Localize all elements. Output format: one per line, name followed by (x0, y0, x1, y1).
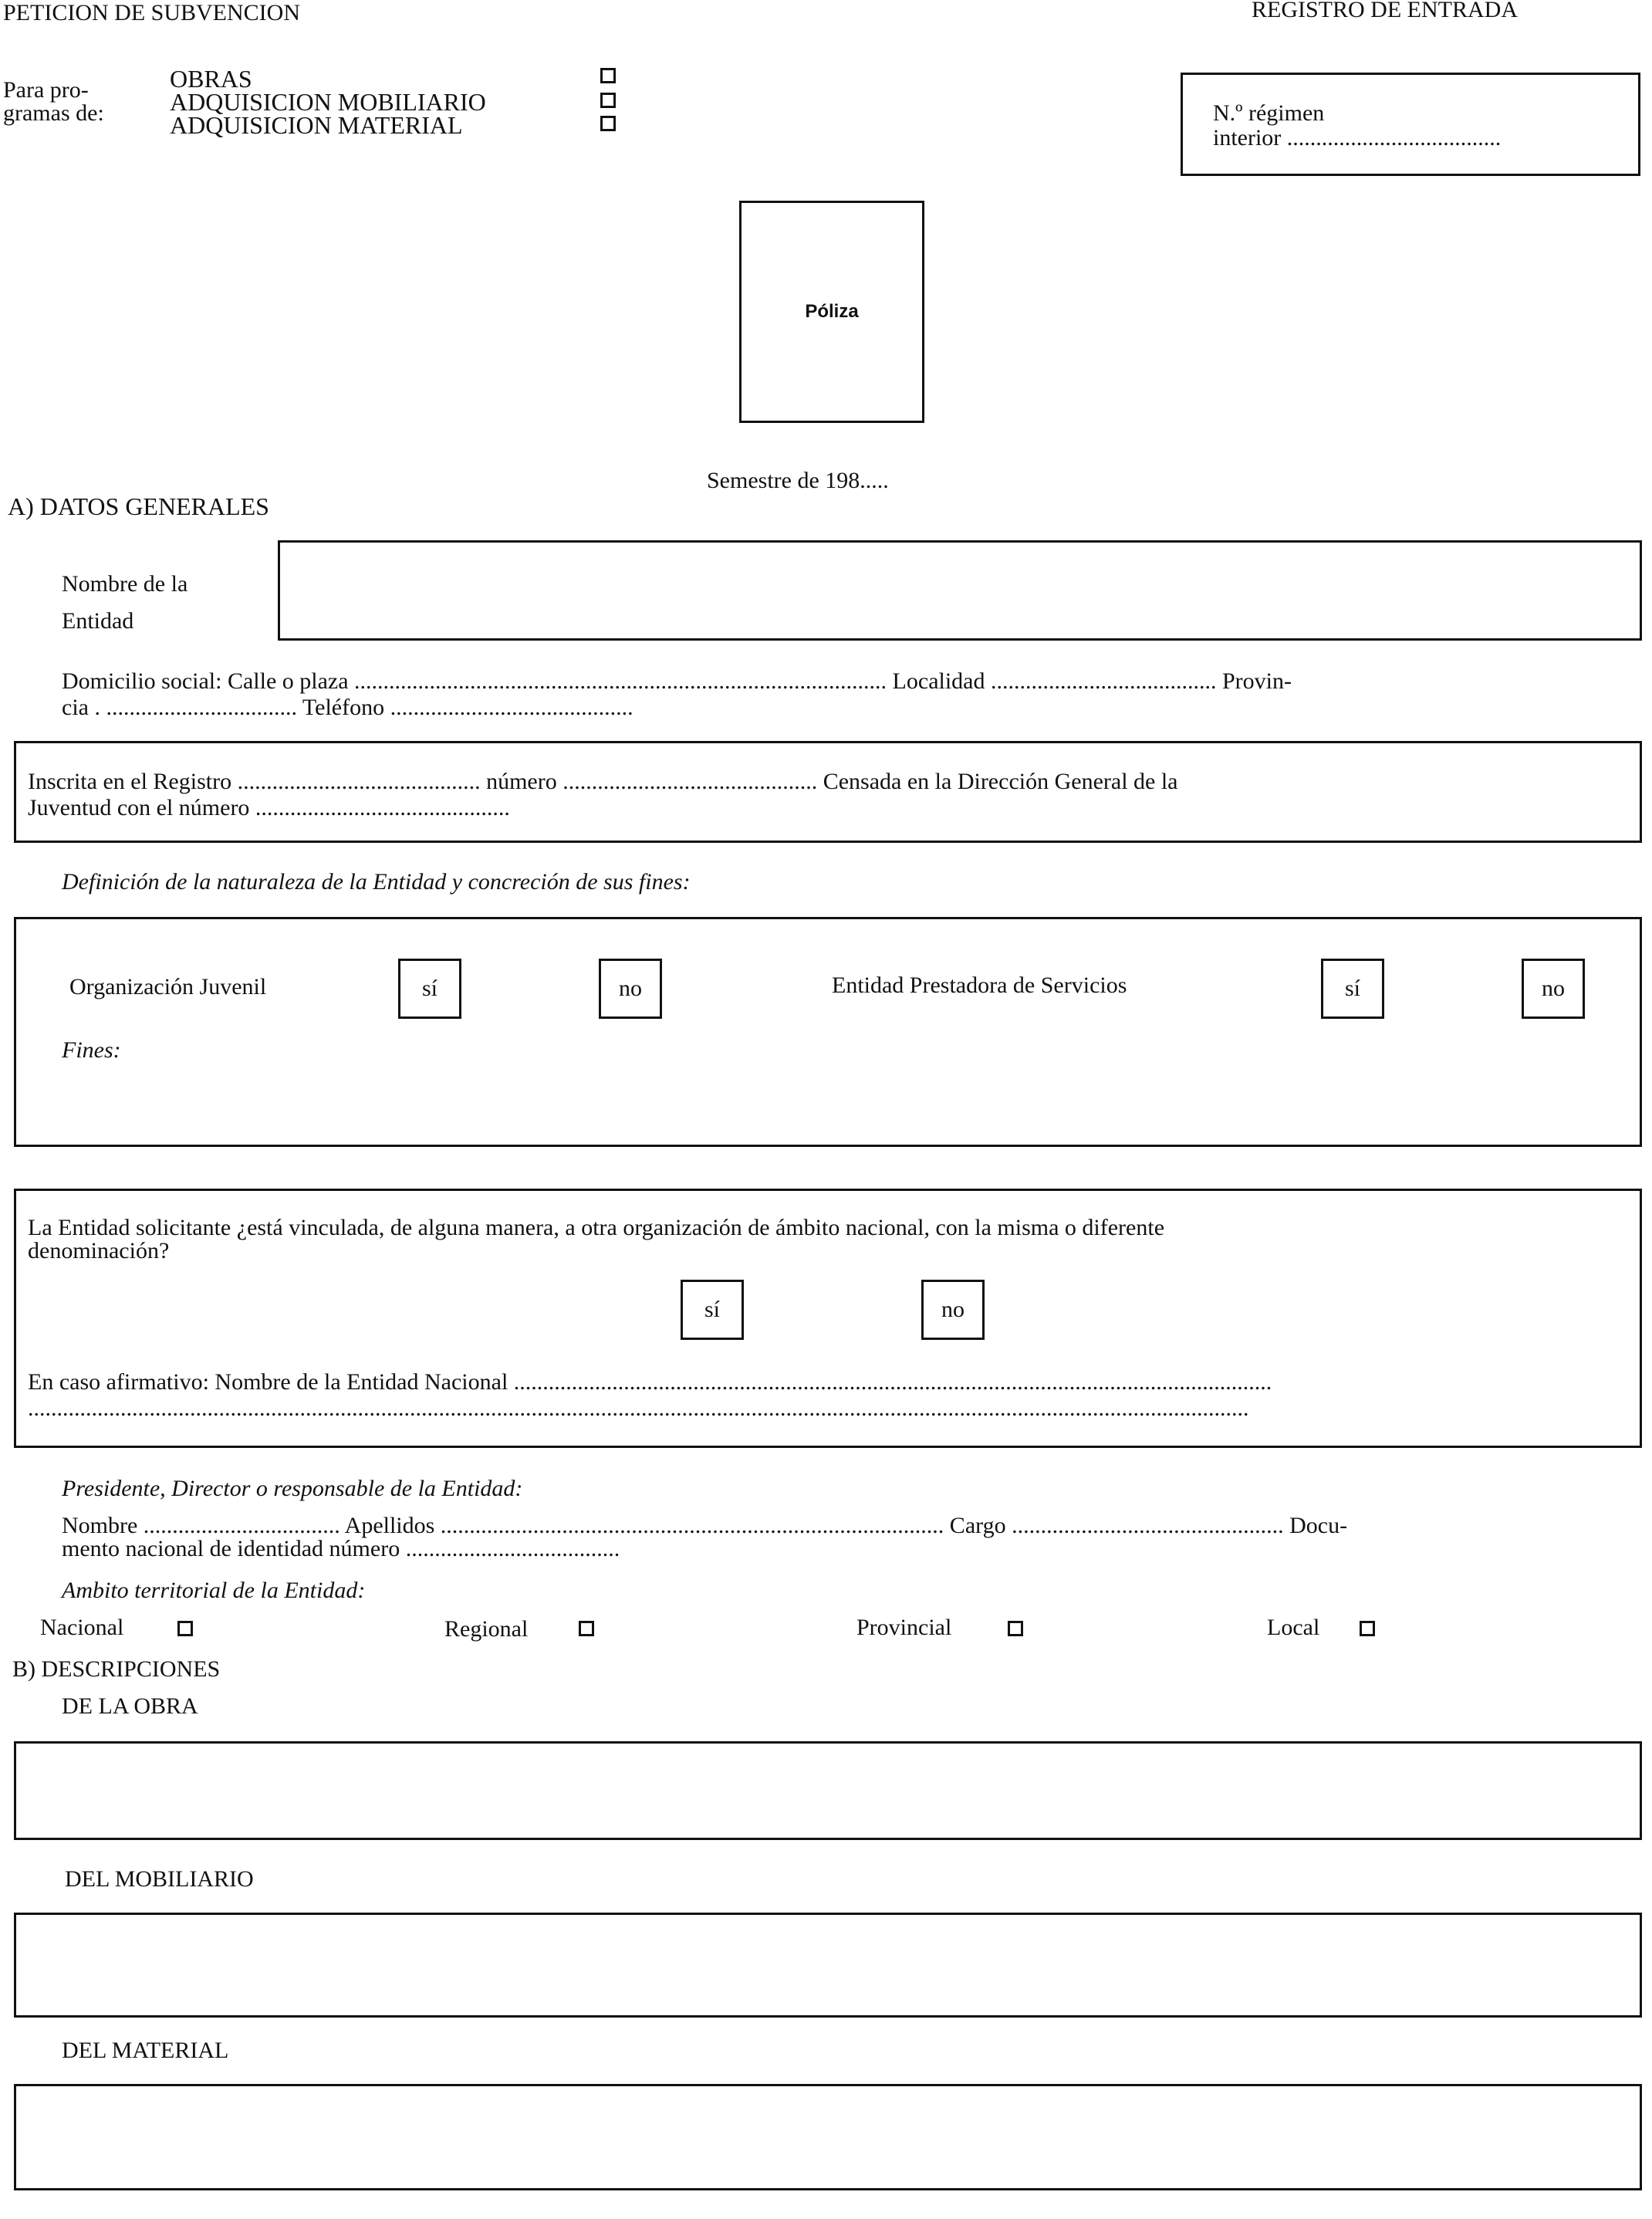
org-juvenil-no-box[interactable]: no (599, 959, 662, 1019)
ambito-provincial-label: Provincial (856, 1615, 952, 1640)
prestadora-si-box[interactable]: sí (1321, 959, 1384, 1019)
vinculada-no-box[interactable]: no (921, 1280, 985, 1340)
ambito-label: Ambito territorial de la Entidad: (62, 1578, 366, 1603)
nombre-entidad-label-2: Entidad (62, 608, 134, 634)
inscrita-line-1: Inscrita en el Registro .......................................... número ............................................ Censada en la Dirección General de la (28, 769, 1178, 794)
afirmativo-line-2: ................................................................................................................................................................................................................... (28, 1395, 1249, 1421)
entidad-prestadora-label: Entidad Prestadora de Servicios (832, 973, 1127, 998)
registry-label: REGISTRO DE ENTRADA (1252, 0, 1518, 22)
ambito-nacional-checkbox[interactable] (177, 1621, 193, 1636)
presidente-label: Presidente, Director o responsable de la Entidad: (62, 1476, 523, 1501)
nombre-entidad-field[interactable] (278, 540, 1642, 641)
mobiliario-label: DEL MOBILIARIO (65, 1866, 254, 1892)
naturaleza-box (14, 917, 1642, 1147)
poliza-box (739, 201, 924, 423)
ambito-provincial-checkbox[interactable] (1008, 1621, 1023, 1636)
mobiliario-field[interactable] (14, 1913, 1642, 2018)
vinculada-line-2: denominación? (28, 1238, 170, 1263)
ambito-local-label: Local (1267, 1615, 1320, 1640)
domicilio-line-1: Domicilio social: Calle o plaza ............................................................................................ Localidad ....................................... Provin- (62, 668, 1292, 694)
ambito-nacional-label: Nacional (40, 1615, 124, 1640)
regimen-field[interactable]: interior ..................................... (1213, 125, 1502, 151)
program-mobiliario-label: ADQUISICION MOBILIARIO (170, 88, 486, 116)
poliza-label: Póliza (805, 301, 859, 322)
nombre-entidad-label-1: Nombre de la (62, 571, 188, 597)
programs-label-2: gramas de: (3, 100, 104, 126)
org-juvenil-label: Organización Juvenil (69, 974, 267, 1000)
material-label: DEL MATERIAL (62, 2038, 229, 2063)
prestadora-no-box[interactable]: no (1522, 959, 1585, 1019)
program-obras-label: OBRAS (170, 65, 252, 93)
material-field[interactable] (14, 2084, 1642, 2190)
form-title: PETICION DE SUBVENCION (3, 0, 300, 25)
program-obras-checkbox[interactable] (600, 68, 616, 83)
org-juvenil-si-box[interactable]: sí (398, 959, 461, 1019)
regimen-label: N.º régimen (1213, 100, 1325, 126)
afirmativo-line-1: En caso afirmativo: Nombre de la Entidad Nacional ................................................................................................................................... (28, 1369, 1272, 1395)
inscrita-line-2: Juventud con el número ............................................ (28, 795, 510, 820)
program-material-label: ADQUISICION MATERIAL (170, 111, 463, 139)
nombre-line-2: mento nacional de identidad número ..................................... (62, 1536, 620, 1561)
programs-label-1: Para pro- (3, 77, 89, 103)
definicion-label: Definición de la naturaleza de la Entidad y concreción de sus fines: (62, 869, 691, 895)
section-a-title: A) DATOS GENERALES (8, 492, 269, 520)
section-b-title: B) DESCRIPCIONES (12, 1656, 221, 1682)
ambito-regional-checkbox[interactable] (579, 1621, 594, 1636)
semestre-label: Semestre de 198..... (707, 468, 889, 493)
program-material-checkbox[interactable] (600, 116, 616, 131)
program-mobiliario-checkbox[interactable] (600, 93, 616, 108)
vinculada-line-1: La Entidad solicitante ¿está vinculada, de alguna manera, a otra organización de ámbito nacional, con la misma o diferente (28, 1215, 1165, 1240)
domicilio-line-2: cia . ................................. Teléfono .......................................... (62, 695, 633, 720)
vinculada-si-box[interactable]: sí (681, 1280, 744, 1340)
ambito-regional-label: Regional (444, 1616, 529, 1642)
obra-field[interactable] (14, 1741, 1642, 1840)
fines-label: Fines: (62, 1037, 121, 1063)
ambito-local-checkbox[interactable] (1360, 1621, 1375, 1636)
obra-label: DE LA OBRA (62, 1693, 198, 1719)
nombre-line-1: Nombre .................................. Apellidos ....................................................................................... Cargo ............................................... Docu- (62, 1513, 1348, 1538)
